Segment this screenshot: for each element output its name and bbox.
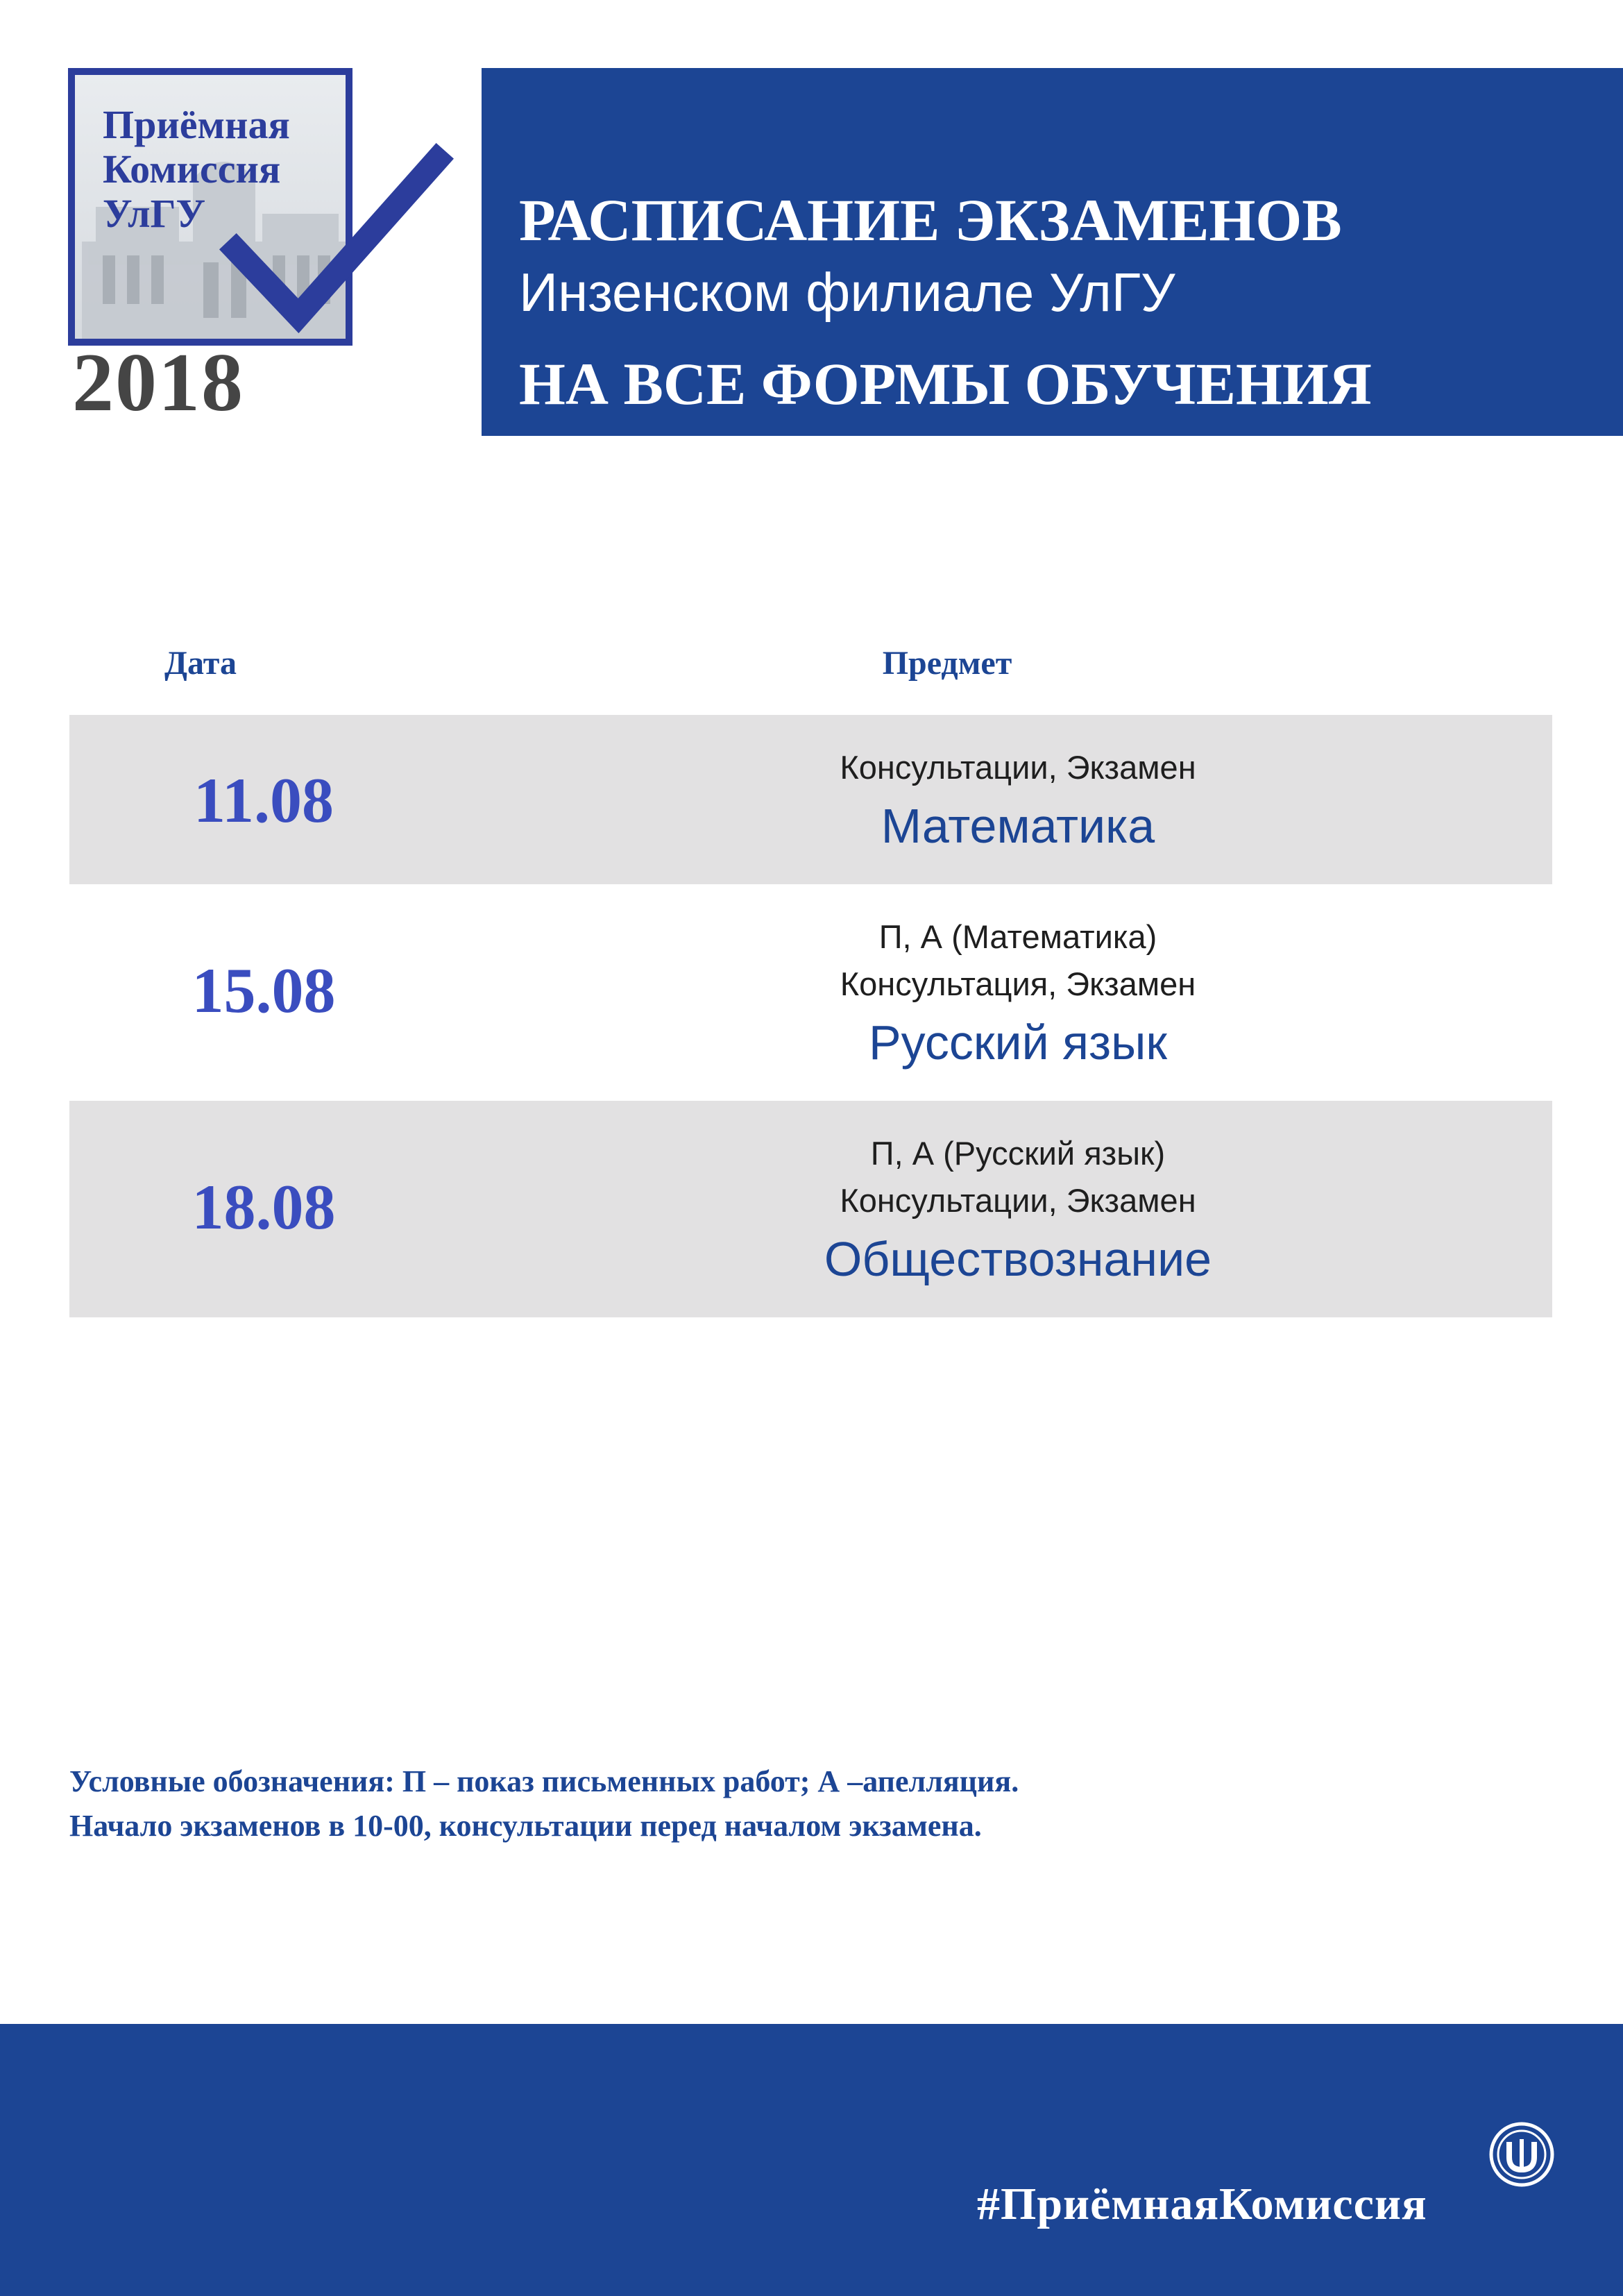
logo-line-2: Комиссия	[103, 146, 281, 192]
row-subject-cell	[624, 1130, 1411, 1294]
row-note: Консультации, Экзамен	[840, 1182, 1196, 1219]
hashtag: #ПриёмнаяКомиссия	[977, 2179, 1427, 2229]
legend-line-2: Начало экзаменов в 10-00, консультации перед началом экзамена.	[69, 1809, 982, 1843]
legend-note	[69, 1759, 1527, 1848]
checkmark-icon	[208, 139, 458, 361]
logo-line-3: УлГУ	[103, 191, 206, 236]
row-subject: Русский язык	[868, 1015, 1168, 1070]
row-subject-cell	[624, 744, 1411, 861]
row-date: 15.08	[192, 955, 336, 1026]
row-note: Консультации, Экзамен	[840, 749, 1196, 786]
row-date: 18.08	[192, 1172, 336, 1242]
title-line-2: НА ВСЕ ФОРМЫ ОБУЧЕНИЯ	[519, 351, 1372, 417]
row-subject: Математика	[881, 799, 1155, 853]
table-row	[69, 884, 1552, 1101]
legend-line-1: Условные обозначения: П – показ письменных работ; А –апелляция.	[69, 1764, 1019, 1798]
title-line-1: РАСПИСАНИЕ ЭКЗАМЕНОВ	[519, 187, 1342, 253]
page-subtitle: Инзенском филиале УлГУ	[519, 262, 1175, 323]
header-banner	[482, 68, 1623, 436]
row-date: 11.08	[194, 765, 334, 836]
table-row	[69, 1101, 1552, 1317]
row-subject-cell	[624, 913, 1411, 1077]
logo-line-1: Приёмная	[103, 102, 290, 147]
university-emblem-icon	[1488, 2121, 1555, 2188]
row-note: П, А (Математика)	[878, 918, 1157, 955]
column-header-subject: Предмет	[882, 645, 1012, 682]
row-note: П, А (Русский язык)	[870, 1135, 1166, 1172]
row-note: Консультация, Экзамен	[840, 965, 1196, 1002]
row-subject: Обществознание	[824, 1232, 1212, 1286]
logo-year: 2018	[72, 336, 244, 428]
table-row	[69, 715, 1552, 884]
footer-banner	[0, 2024, 1623, 2296]
column-header-date: Дата	[164, 645, 237, 682]
